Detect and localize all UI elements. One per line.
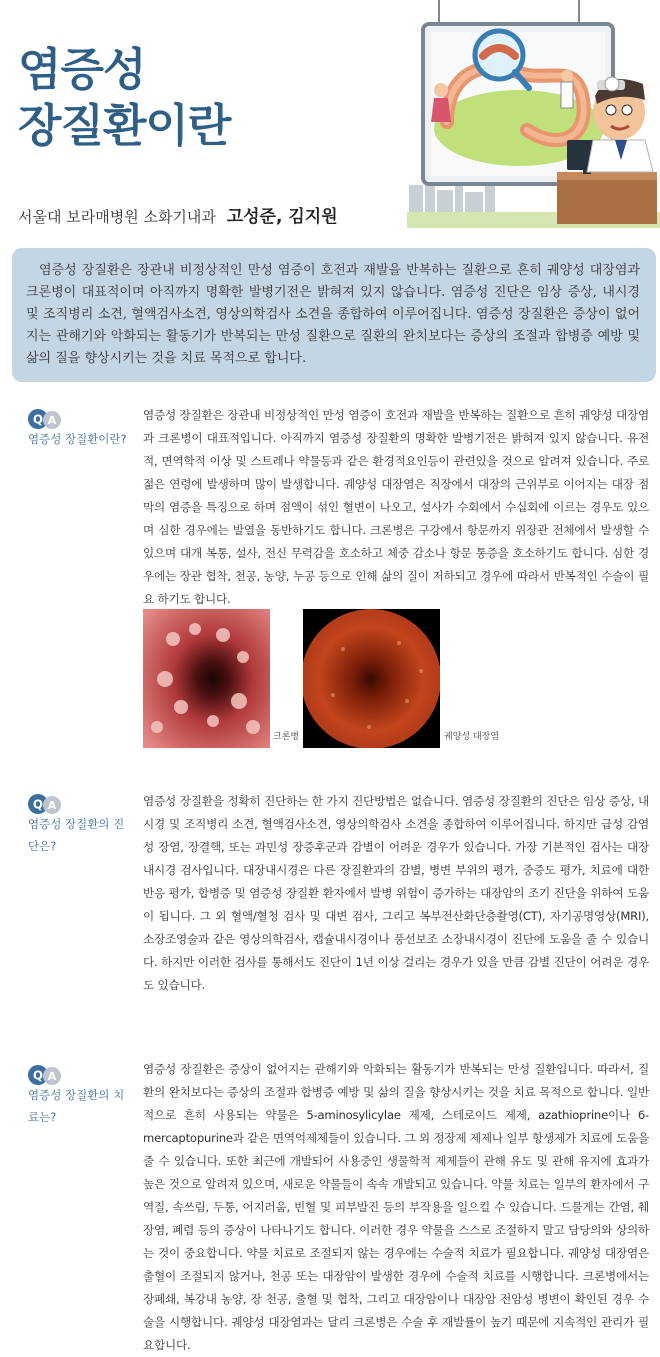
doctor-illustration <box>407 0 660 228</box>
section-label-diagnosis: 염증성 장질환의 진단은? <box>28 817 125 853</box>
section-body-treatment: 염증성 장질환은 증상이 없어지는 관해기와 악화되는 활동기가 반복되는 만성 질환입니다. 따라서, 질환의 완치보다는 증상의 조절과 합병증 예방 및 삶의 질을 향상시키는 것을 치료 목적으로 합니다. 일반적으로 흔히 사용되는 약물은 5-aminosylicylae 제제, 스테로이드 제제, azathioprine이나 6-mercaptopurine과 같은 면역억제제들이 있습니다. 그 외 정장제 제제나 일부 항생제가 치료에 도움을 줄 수 있습니다. 또한 최근에 개발되어 사용중인 생물학적 제제들이 관해 유도 및 관해 유지에 효과가 높은 것으로 알려져 있으며, 새로운 약물들이 속속 개발되고 있습니다. 약물 치료는 일부의 환자에서 구역질, 속쓰림, 두통, 어지러움, 빈혈 및 피부발진 등의 부작용을 일으킬 수 있습니다. 드물게는 간염, 췌장염, 폐렴 등의 증상이 나타나기도 합니다. 이러한 경우 약물을 스스로 조절하지 말고 담당의와 상의하는 것이 중요합니다. 약물 치료로 조절되지 않는 경우에는 수술적 치료가 필요합니다. 궤양성 대장염은 출혈이 조절되지 않거나, 천공 또는 대장암이 발생한 경우에 수술적 치료를 시행합니다. 크론병에서는 장폐쇄, 복강내 농양, 장 천공, 출혈 및 협착, 그리고 대장암이나 대장암 전암성 병변이 확인된 경우 수술을 시행합니다. 궤양성 대장염과는 달리 크론병은 수술 후 재발률이 높기 때문에 지속적인 관리가 필요합니다. <box>143 1062 649 1352</box>
title-line-2: 장질환이란 <box>18 99 231 152</box>
qa-icon <box>27 408 63 430</box>
section-body-diagnosis: 염증성 장질환을 정확히 진단하는 한 가지 진단방법은 없습니다. 염증성 장질환의 진단은 임상 증상, 내시경 및 조직병리 소견, 혈액검사소견, 영상의학검사 소견을 종합하여 이루어집니다. 하지만 급성 감염성 장염, 장결핵, 또는 과민성 장증후군과 감별이 어려운 경우가 있습니다. 가장 기본적인 검사는 대장내시경 검사입니다. 대장내시경은 다른 장질환과의 감별, 병변 부위의 평가, 중증도 평가, 치료에 대한 반응 평가, 합병증 및 염증성 장질환 환자에서 발병 위험이 증가하는 대장암의 조기 진단을 위하여 도움이 됩니다. 그 외 혈액/혈청 검사 및 대변 검사, 그리고 복부전산화단층촬영(CT), 자기공명영상(MRI), 소장조영술과 같은 영상의학검사, 캡슐내시경이나 풍선보조 소장내시경이 진단에 도움을 줄 수 있습니다. 하지만 이러한 검사를 통해서도 진단이 1년 이상 걸리는 경우가 있을 만큼 감별 진단이 어려운 경우도 있습니다. <box>143 794 649 992</box>
qa-icon <box>27 793 63 815</box>
crohn-endoscopy-image <box>143 609 270 748</box>
uc-endoscopy-image <box>303 609 440 748</box>
section-body-definition: 염증성 장질환은 장관내 비정상적인 만성 염증이 호전과 재발을 반복하는 질환으로 흔히 궤양성 대장염과 크론병이 대표적입니다. 아직까지 염증성 장질환의 명확한 발병기전은 밝혀져 있지 않습니다. 유전적, 면역학적 이상 및 스트레나 약물등과 같은 환경적요인등이 관련있을 것으로 알려져 있습니다. 주로 젊은 연령에 발생하며 많이 발생합니다. 궤양성 대장염은 직장에서 대장의 근위부로 이어지는 대장 점막의 염증을 특징으로 하며 점액이 섞인 혈변이 나오고, 설사가 수회에서 수십회에 이르는 경우도 있으며 심한 경우에는 발열을 동반하기도 합니다. 크론병은 구강에서 항문까지 위장관 전체에서 발생할 수 있으며 대개 복통, 설사, 전신 무력감을 호소하고 체중 감소나 항문 통증을 호소하기도 합니다. 심한 경우에는 장관 협착, 천공, 농양, 누공 등으로 인해 삶의 질이 저하되고 경우에 따라서 반복적인 수술이 필요 하기도 합니다. <box>143 408 649 606</box>
svg-text:A: A <box>47 414 57 427</box>
author-line <box>18 202 338 227</box>
page-title <box>18 42 230 154</box>
svg-text:A: A <box>47 799 57 812</box>
svg-text:A: A <box>47 1070 57 1083</box>
crohn-caption: 크론병 <box>273 732 300 742</box>
title-line-1: 염증성 <box>18 43 146 96</box>
svg-text:Q: Q <box>32 412 44 427</box>
svg-text:Q: Q <box>32 797 44 812</box>
uc-caption: 궤양성 대장염 <box>444 732 500 742</box>
section-label-definition: 염증성 장질환이란? <box>28 432 127 446</box>
section-label-treatment: 염증성 장질환의 치료는? <box>28 1088 125 1124</box>
svg-text:Q: Q <box>32 1068 44 1083</box>
affiliation: 서울대 보라매병원 소화기내과 <box>18 208 216 226</box>
author-names: 고성준, 김지원 <box>226 207 338 227</box>
qa-icon <box>27 1064 63 1086</box>
summary-box: 염증성 장질환은 장관내 비정상적인 만성 염증이 호전과 재발을 반복하는 질환으로 흔히 궤양성 대장염과 크론병이 대표적이며 아직까지 명확한 발병기전은 밝혀져 있지 않습니다. 염증성 진단은 임상 증상, 내시경 및 조직병리 소견, 혈액검사소견, 영상의학검사 소견을 종합하여 이루어집니다. 염증성 장질환은 증상이 없어지는 관해기와 악화되는 활동기가 반복되는 만성 질환으로 질환의 완치보다는 증상의 조절과 합병증 예방 및 삶의 질을 향상시키는 것을 치료 목적으로 합니다. <box>12 248 656 382</box>
